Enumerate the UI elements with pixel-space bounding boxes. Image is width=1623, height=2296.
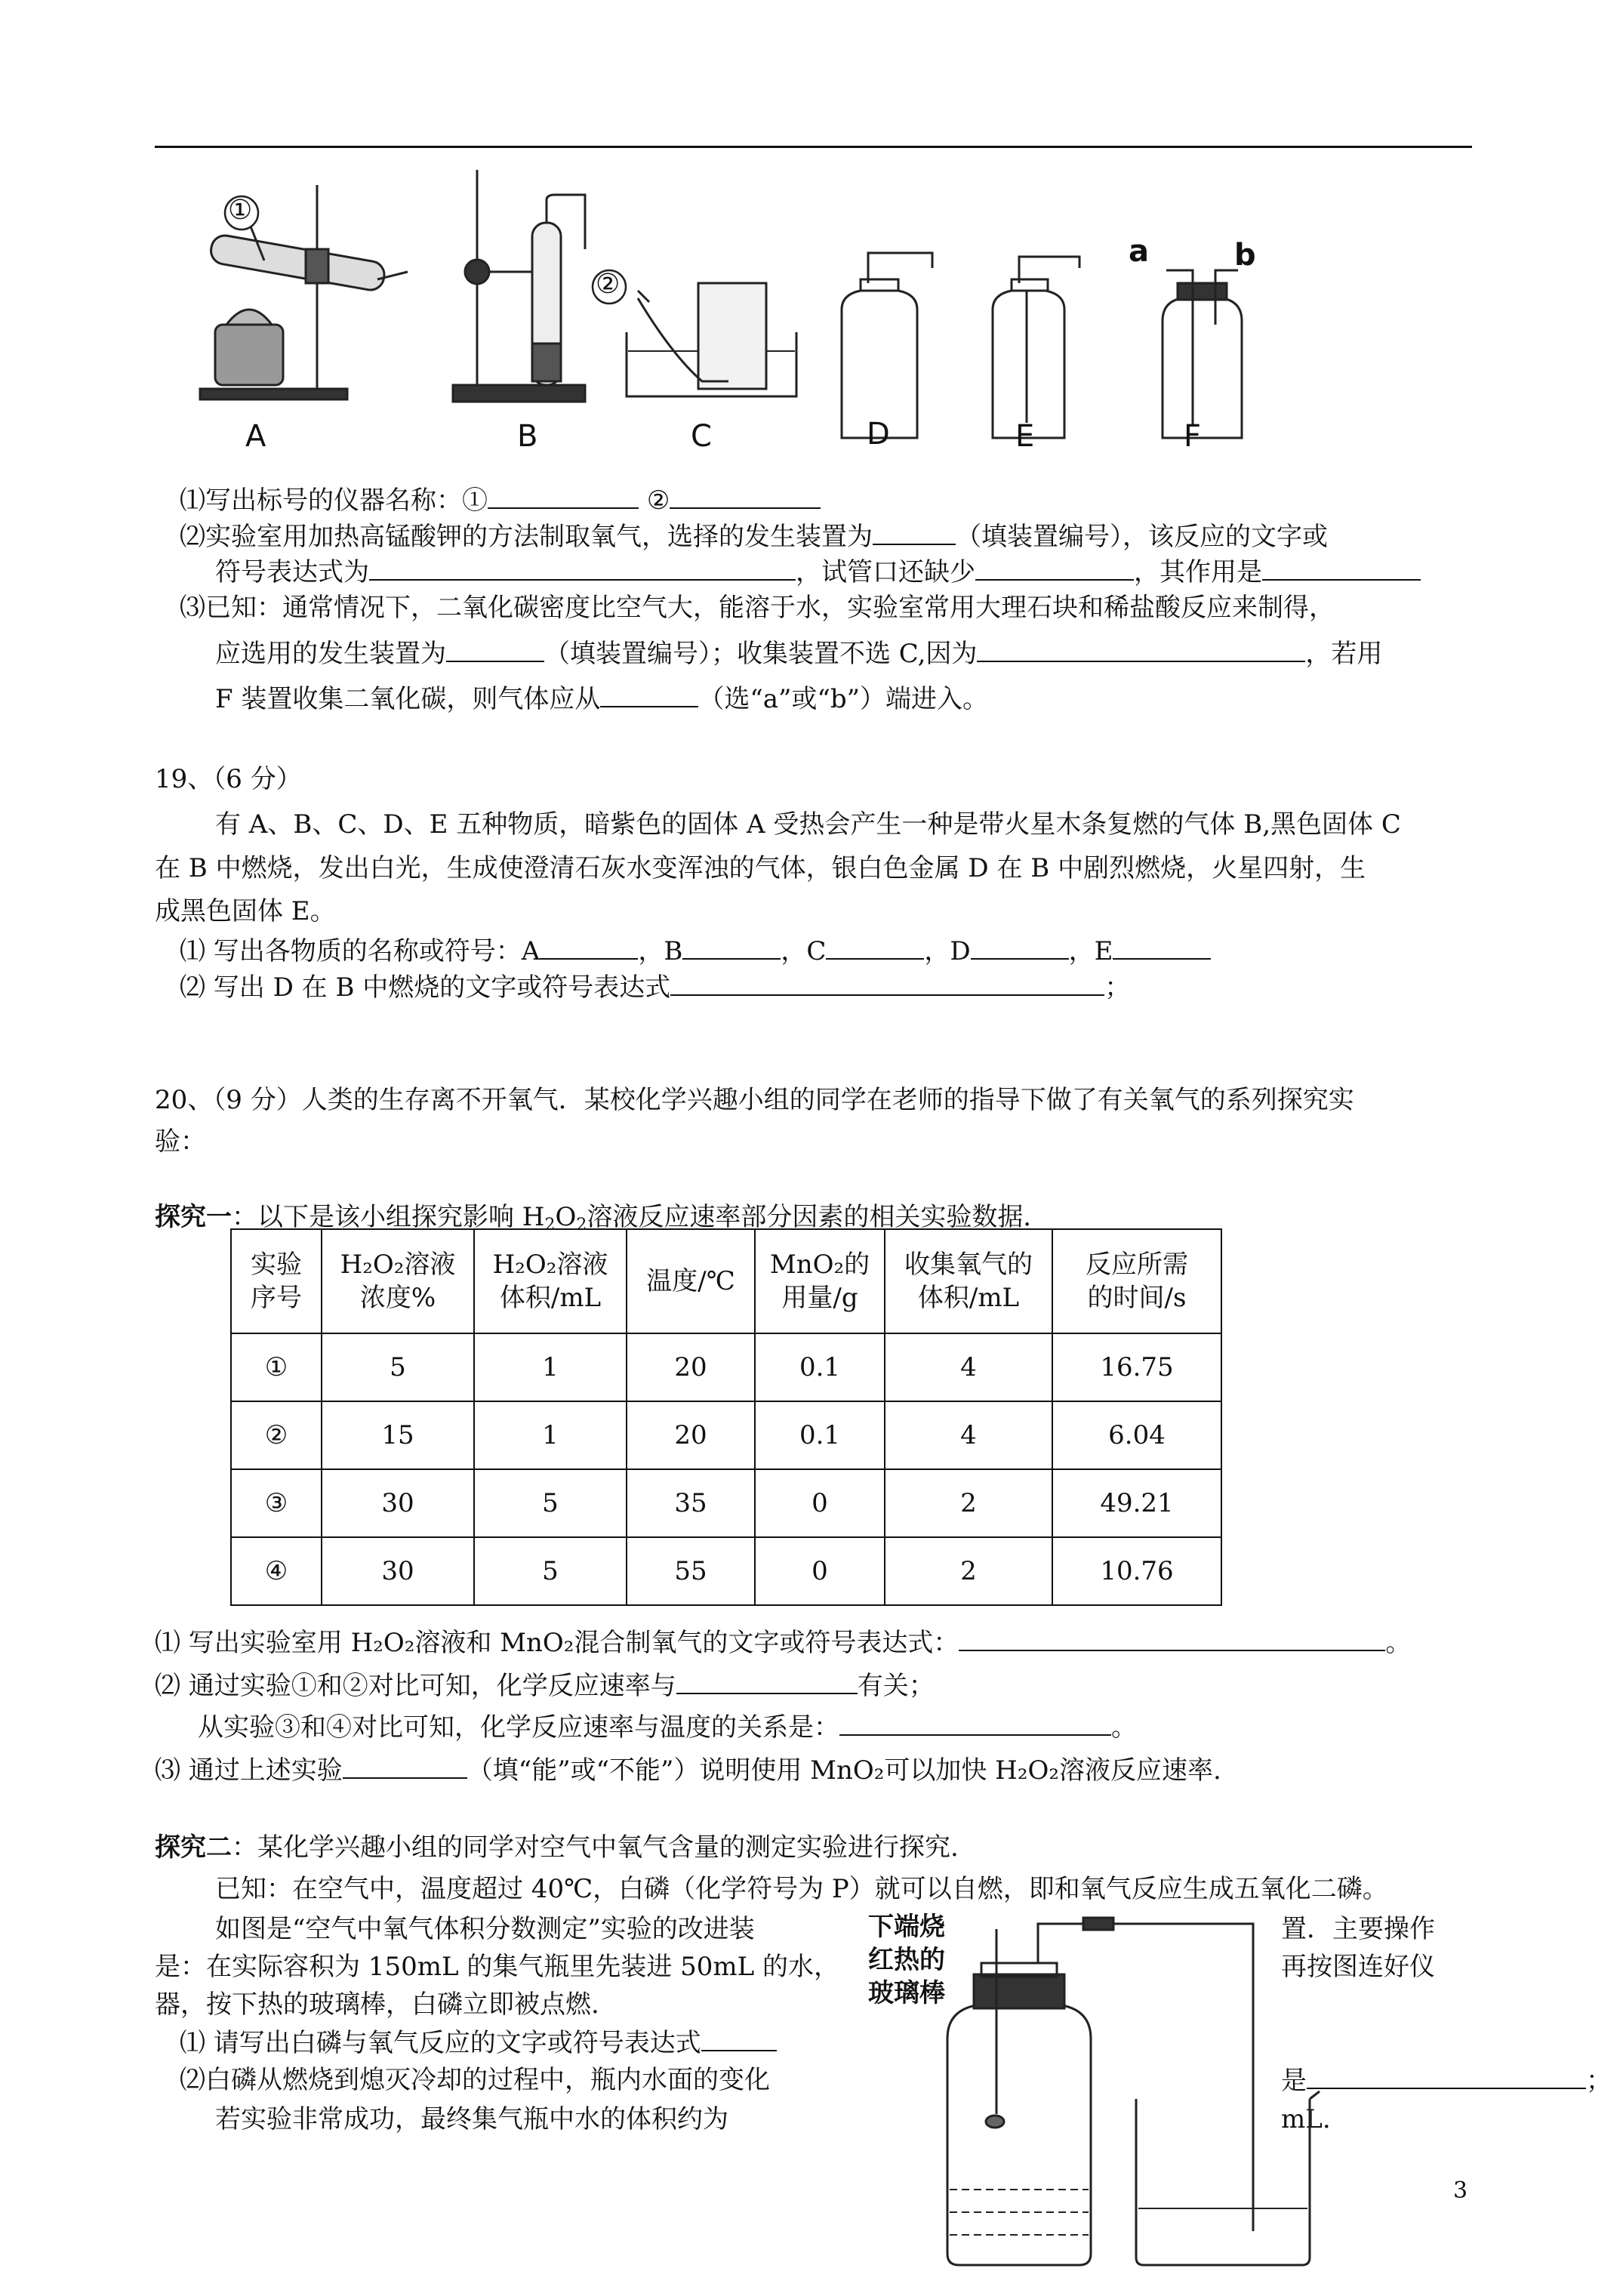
table-header: 收集氧气的 体积/mL (885, 1229, 1052, 1333)
label-F: F (1184, 419, 1202, 454)
q20-q1: ⑴ 写出实验室用 H₂O₂溶液和 MnO₂混合制氧气的文字或符号表达式： 。 (155, 1626, 1411, 1660)
label-D: D (867, 417, 890, 451)
q18-part2-line2: 符号表达式为 ，试管口还缺少 ，其作用是 (215, 555, 1421, 589)
q20-q2: ⑵ 通过实验①和②对比可知，化学反应速率与 有关； (155, 1669, 935, 1703)
q18-part3-line3: F 装置收集二氧化碳，则气体应从 （选“a”或“b”）端进入。 (215, 682, 988, 716)
q18-part2-line1: ⑵实验室用加热高锰酸钾的方法制取氧气，选择的发生装置为 （填装置编号），该反应的文字或 (180, 519, 1328, 553)
q20-q2b: 从实验③和④对比可知，化学反应速率与温度的关系是： 。 (198, 1710, 1137, 1744)
q20-ex2-known: 已知：在空气中，温度超过 40℃，白磷（化学符号为 P）就可以自燃，即和氧气反应生成五氧化二磷。 (215, 1874, 1388, 1904)
label-E: E (1015, 419, 1035, 454)
table-row: ① 5 1 20 0.1 4 16.75 (231, 1333, 1221, 1401)
table-header: 实验 序号 (231, 1229, 322, 1333)
q19-part2: ⑵ 写出 D 在 B 中燃烧的文字或符号表达式 ； (180, 970, 1130, 1004)
table-header: 温度/℃ (627, 1229, 755, 1333)
figure-label: 下端烧 红热的 玻璃棒 (868, 1912, 945, 2008)
q20-ex2-d2: 再按图连好仪 (1281, 1952, 1435, 1982)
q19-body-3: 成黑色固体 E。 (155, 896, 336, 926)
marker-1: ① (228, 195, 253, 226)
q20-ex2-q3b: mL. (1281, 2104, 1331, 2134)
table-header: 反应所需 的时间/s (1052, 1229, 1221, 1333)
q20-title-2: 验： (155, 1126, 206, 1157)
q20-ex2-c1: 如图是“空气中氧气体积分数测定”实验的改进装 (215, 1914, 755, 1944)
q20-ex2-intro: 探究二：某化学兴趣小组的同学对空气中氧气含量的测定实验进行探究. (155, 1832, 959, 1863)
q20-ex2-d1: 是：在实际容积为 150mL 的集气瓶里先装进 50mL 的水， (155, 1952, 840, 1982)
port-b-label: b (1234, 238, 1256, 273)
q18-part3-line2: 应选用的发生装置为 （填装置编号）；收集装置不选 C,因为 ，若用 (215, 636, 1382, 670)
table-header: MnO₂的 用量/g (755, 1229, 885, 1333)
q20-ex2-q1: ⑴ 请写出白磷与氧气反应的文字或符号表达式 (180, 2026, 777, 2060)
q20-ex2-e: 器，按下热的玻璃棒，白磷立即被点燃. (155, 1989, 599, 2020)
q20-ex2-q2a: ⑵白磷从燃烧到熄灭冷却的过程中，瓶内水面的变化 (180, 2065, 770, 2095)
table-row: ③ 30 5 35 0 2 49.21 (231, 1469, 1221, 1537)
page-number: 3 (1453, 2177, 1468, 2204)
table-header: H₂O₂溶液 体积/mL (474, 1229, 627, 1333)
q19-body-2: 在 B 中燃烧，发出白光，生成使澄清石灰水变浑浊的气体，银白色金属 D 在 B 中剧烈燃烧，火星四射，生 (155, 853, 1366, 883)
q18-part3-line1: ⑶已知：通常情况下，二氧化碳密度比空气大，能溶于水，实验室常用大理石块和稀盐酸反应来制得， (180, 593, 1335, 623)
q20-ex2-c2: 置．主要操作 (1281, 1914, 1435, 1944)
port-a-label: a (1129, 234, 1149, 269)
q18-part1: ⑴写出标号的仪器名称：① ② (180, 483, 821, 517)
q19-body-1: 有 A、B、C、D、E 五种物质，暗紫色的固体 A 受热会产生一种是带火星木条复燃的气体 B,黑色固体 C (215, 809, 1401, 840)
q19-title: 19、（6 分） (155, 764, 302, 794)
table-row: ④ 30 5 55 0 2 10.76 (231, 1537, 1221, 1605)
q20-ex1-intro: 探究一：以下是该小组探究影响 $H_2O_2$溶液反应速率部分因素的相关实验数据． (155, 1202, 1049, 1234)
q20-title-1: 20、（9 分）人类的生存离不开氧气．某校化学兴趣小组的同学在老师的指导下做了有关氧气的系列探究实 (155, 1085, 1354, 1115)
label-B: B (517, 419, 538, 454)
marker-2: ② (596, 269, 621, 300)
table-row: ② 15 1 20 0.1 4 6.04 (231, 1401, 1221, 1469)
label-A: A (245, 419, 266, 454)
q20-ex2-q2b: 是 ； (1281, 2063, 1612, 2097)
label-C: C (691, 419, 712, 454)
table-header: H₂O₂溶液 浓度% (322, 1229, 474, 1333)
q20-q3: ⑶ 通过上述实验 （填“能”或“不能”）说明使用 MnO₂可以加快 H₂O₂溶液反应速率. (155, 1753, 1221, 1787)
q19-part1: ⑴ 写出各物质的名称或符号：A ，B ，C ，D ，E (180, 934, 1211, 968)
q20-ex2-q3a: 若实验非常成功，最终集气瓶中水的体积约为 (215, 2104, 728, 2134)
